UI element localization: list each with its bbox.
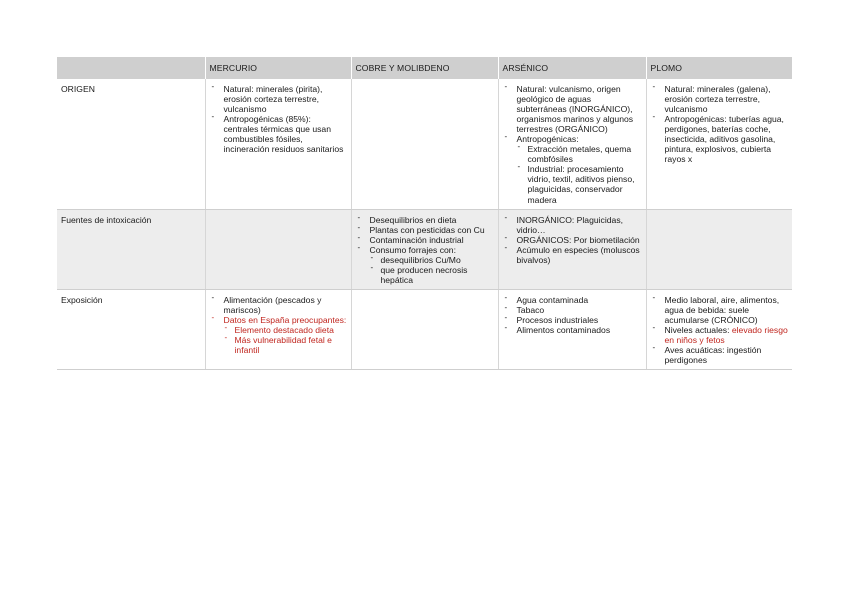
header-arsenico: ARSÉNICO bbox=[498, 57, 646, 79]
sub-list-item: - que producen necrosis hepática bbox=[370, 265, 494, 285]
list-item: - Alimentación (pescados y mariscos) bbox=[210, 295, 347, 315]
cell-origen-mercurio bbox=[205, 79, 351, 209]
list-item: - Natural: vulcanismo, origen geológico de aguas subterráneas (INORGÁNICO), organismos marinos y algunos terrestres (ORGÁNICO) bbox=[503, 84, 642, 134]
cell-origen-plomo bbox=[646, 79, 792, 209]
list-item bbox=[503, 134, 642, 204]
table-row-fuentes bbox=[57, 209, 792, 289]
list-item: - Plantas con pesticidas con Cu bbox=[356, 225, 494, 235]
cell-exposicion-arsenico bbox=[498, 289, 646, 369]
cell-exposicion-plomo bbox=[646, 289, 792, 369]
list-item: - Agua contaminada bbox=[503, 295, 642, 305]
cell-fuentes-plomo bbox=[646, 209, 792, 289]
list-item: - Natural: minerales (pirita), erosión corteza terrestre, vulcanismo bbox=[210, 84, 347, 114]
header-cobre-molibdeno: COBRE Y MOLIBDENO bbox=[351, 57, 498, 79]
highlighted-text: elevado riesgo en niños y fetos bbox=[664, 325, 788, 346]
sub-list-item: - Elemento destacado dieta bbox=[224, 325, 347, 335]
cell-fuentes-cobre bbox=[351, 209, 498, 289]
list-item: - Medio laboral, aire, alimentos, agua de bebida: suele acumularse (CRÓNICO) bbox=[651, 295, 789, 325]
header-mercurio: MERCURIO bbox=[205, 57, 351, 79]
list-item: - Acúmulo en especies (moluscos bivalvos) bbox=[503, 245, 642, 265]
list-item: - INORGÁNICO: Plaguicidas, vidrio… bbox=[503, 215, 642, 235]
list-item: - Desequilibrios en dieta bbox=[356, 215, 494, 225]
list-item: - ORGÁNICOS: Por biometilación bbox=[503, 235, 642, 245]
row-label-exposicion: Exposición bbox=[57, 289, 205, 369]
list-item: - Antropogénicas: tuberías agua, perdigones, baterías coche, insecticida, aditivos gasolina, pintura, explosivos, cubierta rayos x bbox=[651, 114, 789, 164]
list-item: - Natural: minerales (galena), erosión corteza terrestre, vulcanismo bbox=[651, 84, 789, 114]
header-plomo: PLOMO bbox=[646, 57, 792, 79]
list-item-label: Datos en España preocupantes: bbox=[223, 314, 347, 325]
list-item-label: Antropogénicas: bbox=[516, 134, 579, 145]
list-item: - Procesos industriales bbox=[503, 315, 642, 325]
list-item: - Contaminación industrial bbox=[356, 235, 494, 245]
list-item bbox=[356, 245, 494, 285]
list-item: - Alimentos contaminados bbox=[503, 325, 642, 335]
list-item bbox=[210, 315, 347, 355]
cell-fuentes-arsenico bbox=[498, 209, 646, 289]
comparison-table bbox=[57, 57, 792, 370]
sub-list-item: - Industrial: procesamiento vidrio, textil, aditivos pienso, plaguicidas, conservador madera bbox=[517, 164, 642, 204]
cell-fuentes-mercurio bbox=[205, 209, 351, 289]
sub-list-item: - Extracción metales, quema combfósiles bbox=[517, 144, 642, 164]
cell-exposicion-cobre bbox=[351, 289, 498, 369]
list-item: - Tabaco bbox=[503, 305, 642, 315]
cell-origen-arsenico bbox=[498, 79, 646, 209]
sub-list-item: - Más vulnerabilidad fetal e infantil bbox=[224, 335, 347, 355]
list-item-label: Consumo forrajes con: bbox=[369, 244, 456, 255]
sub-list-item: - desequilibrios Cu/Mo bbox=[370, 255, 494, 265]
list-item: - Antropogénicas (85%): centrales térmicas que usan combustibles fósiles, incineración residuos sanitarios bbox=[210, 114, 347, 154]
list-item: - Aves acuáticas: ingestión perdigones bbox=[651, 345, 789, 365]
header-empty bbox=[57, 57, 205, 79]
row-label-fuentes: Fuentes de intoxicación bbox=[57, 209, 205, 289]
list-item-prefix: Niveles actuales: bbox=[664, 325, 732, 336]
cell-exposicion-mercurio bbox=[205, 289, 351, 369]
table-header-row bbox=[57, 57, 792, 79]
table-row-exposicion bbox=[57, 289, 792, 369]
row-label-origen: ORIGEN bbox=[57, 79, 205, 209]
table-row-origen bbox=[57, 79, 792, 209]
cell-origen-cobre bbox=[351, 79, 498, 209]
list-item bbox=[651, 325, 789, 345]
